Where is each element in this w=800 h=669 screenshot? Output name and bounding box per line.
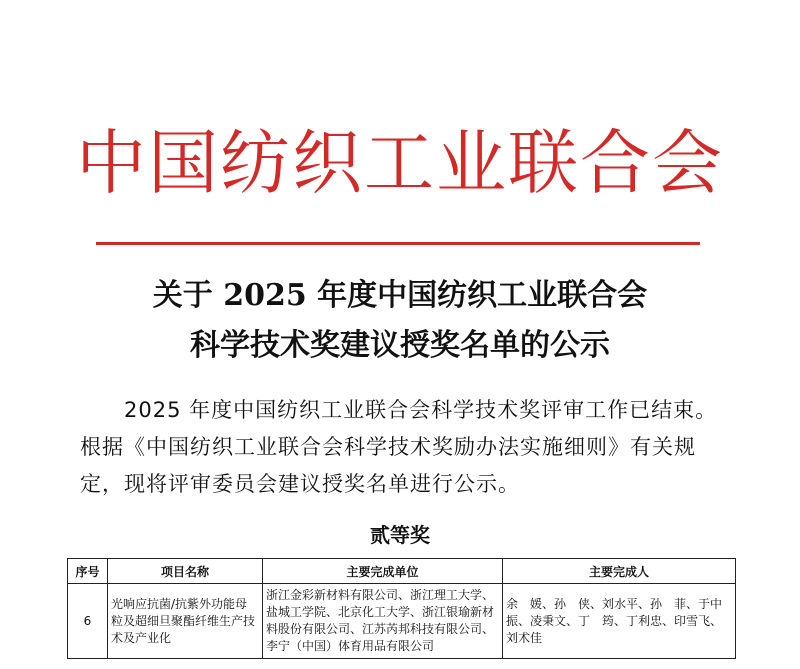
header-project-name: 项目名称 bbox=[108, 559, 263, 584]
header-units: 主要完成单位 bbox=[263, 559, 503, 584]
table-row bbox=[68, 584, 736, 659]
document-body bbox=[80, 392, 720, 503]
row-people: 余 媛、孙 侠、刘水平、孙 菲、于中振、凌秉文、丁 筠、丁利忠、印雪飞、刘术佳 bbox=[503, 584, 736, 659]
row-index: 6 bbox=[68, 584, 108, 659]
document-title-line1: 关于 2025 年度中国纺织工业联合会 bbox=[152, 278, 648, 313]
org-letterhead-title: 中国纺织工业联合会 bbox=[76, 122, 724, 204]
letterhead-divider bbox=[96, 242, 700, 245]
row-units: 浙江金彩新材料有限公司、浙江理工大学、盐城工学院、北京化工大学、浙江银瑜新材料股份有限公司、江苏芮邦科技有限公司、李宁（中国）体育用品有限公司 bbox=[263, 584, 503, 659]
body-paragraph: 2025 年度中国纺织工业联合会科学技术奖评审工作已结束。根据《中国纺织工业联合会科学技术奖励办法实施细则》有关规定，现将评审委员会建议授奖名单进行公示。 bbox=[80, 398, 718, 496]
award-table bbox=[67, 558, 736, 659]
document-title-line2: 科学技术奖建议授奖名单的公示 bbox=[190, 328, 610, 363]
table-header-row bbox=[68, 559, 736, 584]
header-index: 序号 bbox=[68, 559, 108, 584]
award-section-title: 贰等奖 bbox=[370, 523, 430, 547]
row-project-name: 光响应抗菌/抗紫外功能母粒及超细旦聚酯纤维生产技术及产业化 bbox=[108, 584, 263, 659]
header-people: 主要完成人 bbox=[503, 559, 736, 584]
